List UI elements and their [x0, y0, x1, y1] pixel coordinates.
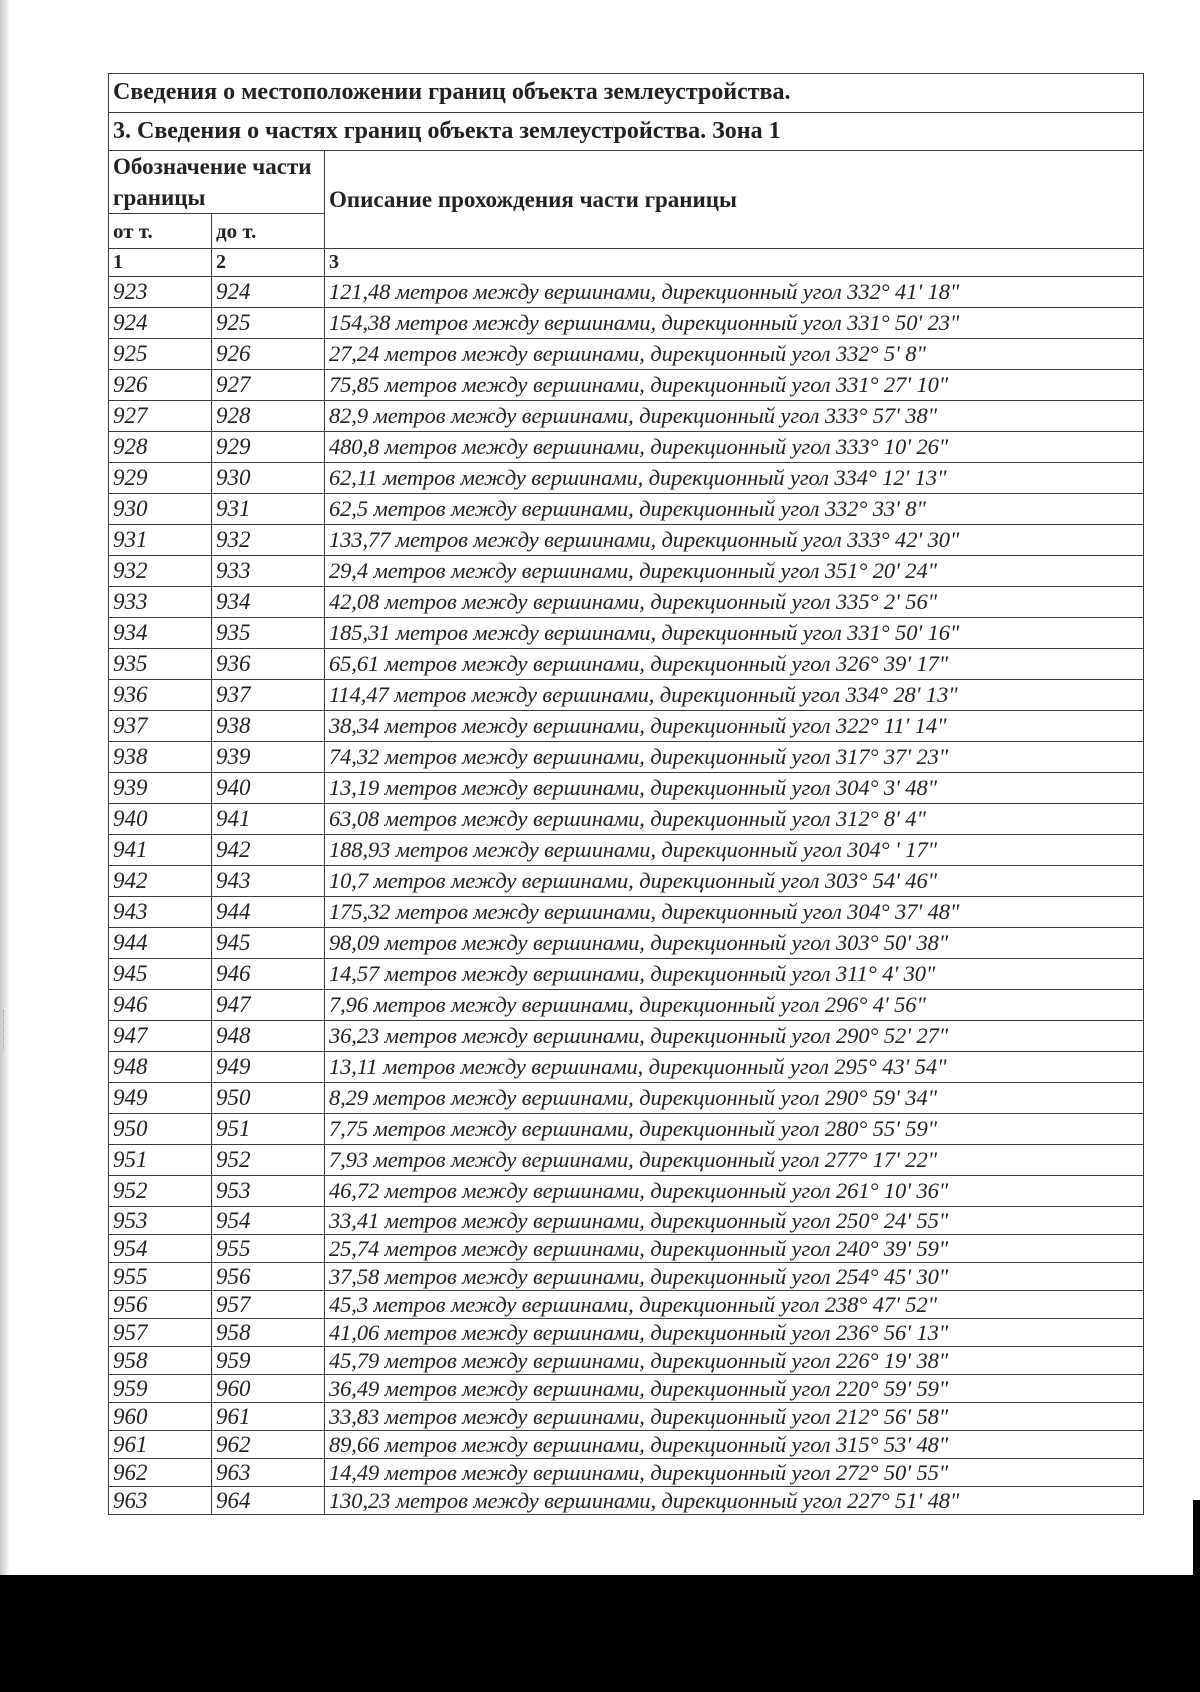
table-row: [109, 1176, 1144, 1207]
from-point-cell: 948: [109, 1052, 212, 1083]
from-point-cell: 941: [109, 835, 212, 866]
from-point-cell: 937: [109, 711, 212, 742]
scan-bottom-band: [0, 1575, 1200, 1692]
description-cell: 33,41 метров между вершинами, дирекционный угол 250° 24' 55": [325, 1207, 1144, 1235]
from-point-cell: 925: [109, 339, 212, 370]
from-point-cell: 926: [109, 370, 212, 401]
description-cell: 188,93 метров между вершинами, дирекционный угол 304° ' 17": [325, 835, 1144, 866]
from-point-cell: 955: [109, 1263, 212, 1291]
table-row: [109, 1403, 1144, 1431]
scan-left-shadow: [0, 0, 10, 1692]
from-point-cell: 959: [109, 1375, 212, 1403]
from-point-cell: 954: [109, 1235, 212, 1263]
from-point-cell: 945: [109, 959, 212, 990]
table-row: [109, 618, 1144, 649]
column-number-row: [109, 249, 1144, 277]
description-cell: 33,83 метров между вершинами, дирекционный угол 212° 56' 58": [325, 1403, 1144, 1431]
from-point-cell: 956: [109, 1291, 212, 1319]
description-cell: 7,96 метров между вершинами, дирекционный угол 296° 4' 56": [325, 990, 1144, 1021]
to-point-cell: 931: [212, 494, 325, 525]
table-row: [109, 308, 1144, 339]
from-point-cell: 935: [109, 649, 212, 680]
section-row: [109, 113, 1144, 151]
column-number-3: 3: [325, 249, 1144, 277]
to-point-cell: 962: [212, 1431, 325, 1459]
table-row: [109, 835, 1144, 866]
table-row: [109, 1207, 1144, 1235]
table-row: [109, 866, 1144, 897]
description-cell: 42,08 метров между вершинами, дирекционный угол 335° 2' 56": [325, 587, 1144, 618]
description-cell: 45,3 метров между вершинами, дирекционный угол 238° 47' 52": [325, 1291, 1144, 1319]
to-point-cell: 929: [212, 432, 325, 463]
from-point-cell: 958: [109, 1347, 212, 1375]
from-point-cell: 946: [109, 990, 212, 1021]
table-row: [109, 680, 1144, 711]
to-point-cell: 953: [212, 1176, 325, 1207]
description-cell: 27,24 метров между вершинами, дирекционный угол 332° 5' 8": [325, 339, 1144, 370]
table-row: [109, 928, 1144, 959]
to-point-cell: 947: [212, 990, 325, 1021]
to-point-cell: 961: [212, 1403, 325, 1431]
to-point-cell: 938: [212, 711, 325, 742]
to-point-cell: 958: [212, 1319, 325, 1347]
from-point-cell: 940: [109, 804, 212, 835]
description-cell: 62,11 метров между вершинами, дирекционный угол 334° 12' 13": [325, 463, 1144, 494]
table-row: [109, 556, 1144, 587]
description-cell: 45,79 метров между вершинами, дирекционный угол 226° 19' 38": [325, 1347, 1144, 1375]
to-header: до т.: [212, 214, 325, 249]
table-row: [109, 959, 1144, 990]
from-header: от т.: [109, 214, 212, 249]
description-cell: 25,74 метров между вершинами, дирекционный угол 240° 39' 59": [325, 1235, 1144, 1263]
description-cell: 65,61 метров между вершинами, дирекционный угол 326° 39' 17": [325, 649, 1144, 680]
from-point-cell: 947: [109, 1021, 212, 1052]
description-cell: 133,77 метров между вершинами, дирекционный угол 333° 42' 30": [325, 525, 1144, 556]
from-point-cell: 953: [109, 1207, 212, 1235]
table-row: [109, 1145, 1144, 1176]
from-point-cell: 933: [109, 587, 212, 618]
to-point-cell: 936: [212, 649, 325, 680]
table-row: [109, 1487, 1144, 1515]
from-point-cell: 961: [109, 1431, 212, 1459]
table-row: [109, 494, 1144, 525]
from-point-cell: 934: [109, 618, 212, 649]
scan-right-edge: [1193, 1500, 1200, 1580]
from-point-cell: 928: [109, 432, 212, 463]
description-cell: 154,38 метров между вершинами, дирекционный угол 331° 50' 23": [325, 308, 1144, 339]
from-point-cell: 927: [109, 401, 212, 432]
table-row: [109, 1319, 1144, 1347]
to-point-cell: 948: [212, 1021, 325, 1052]
table-row: [109, 1021, 1144, 1052]
description-cell: 82,9 метров между вершинами, дирекционный угол 333° 57' 38": [325, 401, 1144, 432]
from-point-cell: 939: [109, 773, 212, 804]
to-point-cell: 933: [212, 556, 325, 587]
from-point-cell: 930: [109, 494, 212, 525]
table-row: [109, 1291, 1144, 1319]
to-point-cell: 949: [212, 1052, 325, 1083]
table-row: [109, 649, 1144, 680]
to-point-cell: 946: [212, 959, 325, 990]
from-point-cell: 950: [109, 1114, 212, 1145]
table-row: [109, 1431, 1144, 1459]
to-point-cell: 945: [212, 928, 325, 959]
to-point-cell: 937: [212, 680, 325, 711]
to-point-cell: 951: [212, 1114, 325, 1145]
column-number-1: 1: [109, 249, 212, 277]
description-cell: 75,85 метров между вершинами, дирекционный угол 331° 27' 10": [325, 370, 1144, 401]
table-row: [109, 1083, 1144, 1114]
table-row: [109, 1235, 1144, 1263]
from-point-cell: 938: [109, 742, 212, 773]
description-cell: 480,8 метров между вершинами, дирекционный угол 333° 10' 26": [325, 432, 1144, 463]
boundary-table: [108, 73, 1144, 1515]
description-cell: 38,34 метров между вершинами, дирекционный угол 322° 11' 14": [325, 711, 1144, 742]
table-row: [109, 990, 1144, 1021]
description-cell: 7,93 метров между вершинами, дирекционный угол 277° 17' 22": [325, 1145, 1144, 1176]
table-row: [109, 1114, 1144, 1145]
column-number-2: 2: [212, 249, 325, 277]
section-title: 3. Сведения о частях границ объекта землеустройства. Зона 1: [109, 113, 1144, 151]
from-point-cell: 942: [109, 866, 212, 897]
to-point-cell: 932: [212, 525, 325, 556]
description-cell: 36,49 метров между вершинами, дирекционный угол 220° 59' 59": [325, 1375, 1144, 1403]
to-point-cell: 954: [212, 1207, 325, 1235]
table-row: [109, 897, 1144, 928]
scan-specks: [3, 1010, 7, 1050]
from-point-cell: 924: [109, 308, 212, 339]
table-row: [109, 401, 1144, 432]
title-row: [109, 74, 1144, 113]
table-row: [109, 1459, 1144, 1487]
description-cell: 46,72 метров между вершинами, дирекционный угол 261° 10' 36": [325, 1176, 1144, 1207]
table-row: [109, 432, 1144, 463]
description-cell: 37,58 метров между вершинами, дирекционный угол 254° 45' 30": [325, 1263, 1144, 1291]
to-point-cell: 940: [212, 773, 325, 804]
table-body: [109, 74, 1144, 1515]
table-row: [109, 277, 1144, 308]
description-cell: 13,19 метров между вершинами, дирекционный угол 304° 3' 48": [325, 773, 1144, 804]
table-row: [109, 1375, 1144, 1403]
description-cell: 41,06 метров между вершинами, дирекционный угол 236° 56' 13": [325, 1319, 1144, 1347]
from-point-cell: 923: [109, 277, 212, 308]
to-point-cell: 926: [212, 339, 325, 370]
description-cell: 13,11 метров между вершинами, дирекционный угол 295° 43' 54": [325, 1052, 1144, 1083]
description-cell: 62,5 метров между вершинами, дирекционный угол 332° 33' 8": [325, 494, 1144, 525]
table-row: [109, 463, 1144, 494]
from-point-cell: 929: [109, 463, 212, 494]
from-point-cell: 931: [109, 525, 212, 556]
designation-header: Обозначение части границы: [109, 151, 325, 214]
description-cell: 14,49 метров между вершинами, дирекционный угол 272° 50' 55": [325, 1459, 1144, 1487]
to-point-cell: 925: [212, 308, 325, 339]
description-cell: 8,29 метров между вершинами, дирекционный угол 290° 59' 34": [325, 1083, 1144, 1114]
from-point-cell: 957: [109, 1319, 212, 1347]
document-page: [108, 73, 1143, 1515]
to-point-cell: 964: [212, 1487, 325, 1515]
table-row: [109, 370, 1144, 401]
description-cell: 114,47 метров между вершинами, дирекционный угол 334° 28' 13": [325, 680, 1144, 711]
from-point-cell: 951: [109, 1145, 212, 1176]
from-point-cell: 963: [109, 1487, 212, 1515]
from-point-cell: 936: [109, 680, 212, 711]
to-point-cell: 957: [212, 1291, 325, 1319]
to-point-cell: 939: [212, 742, 325, 773]
from-point-cell: 944: [109, 928, 212, 959]
description-cell: 10,7 метров между вершинами, дирекционный угол 303° 54' 46": [325, 866, 1144, 897]
to-point-cell: 935: [212, 618, 325, 649]
table-row: [109, 1052, 1144, 1083]
to-point-cell: 955: [212, 1235, 325, 1263]
table-row: [109, 587, 1144, 618]
to-point-cell: 960: [212, 1375, 325, 1403]
description-cell: 89,66 метров между вершинами, дирекционный угол 315° 53' 48": [325, 1431, 1144, 1459]
table-row: [109, 804, 1144, 835]
from-point-cell: 952: [109, 1176, 212, 1207]
table-row: [109, 1347, 1144, 1375]
table-row: [109, 773, 1144, 804]
table-row: [109, 742, 1144, 773]
to-point-cell: 950: [212, 1083, 325, 1114]
to-point-cell: 944: [212, 897, 325, 928]
description-cell: 130,23 метров между вершинами, дирекционный угол 227° 51' 48": [325, 1487, 1144, 1515]
to-point-cell: 934: [212, 587, 325, 618]
to-point-cell: 927: [212, 370, 325, 401]
document-title: Сведения о местоположении границ объекта землеустройства.: [109, 74, 1144, 113]
from-point-cell: 949: [109, 1083, 212, 1114]
table-row: [109, 1263, 1144, 1291]
to-point-cell: 959: [212, 1347, 325, 1375]
description-cell: 185,31 метров между вершинами, дирекционный угол 331° 50' 16": [325, 618, 1144, 649]
description-cell: 29,4 метров между вершинами, дирекционный угол 351° 20' 24": [325, 556, 1144, 587]
from-point-cell: 960: [109, 1403, 212, 1431]
to-point-cell: 930: [212, 463, 325, 494]
from-point-cell: 943: [109, 897, 212, 928]
to-point-cell: 963: [212, 1459, 325, 1487]
from-point-cell: 962: [109, 1459, 212, 1487]
description-cell: 36,23 метров между вершинами, дирекционный угол 290° 52' 27": [325, 1021, 1144, 1052]
description-cell: 14,57 метров между вершинами, дирекционный угол 311° 4' 30": [325, 959, 1144, 990]
description-cell: 74,32 метров между вершинами, дирекционный угол 317° 37' 23": [325, 742, 1144, 773]
description-cell: 98,09 метров между вершинами, дирекционный угол 303° 50' 38": [325, 928, 1144, 959]
to-point-cell: 924: [212, 277, 325, 308]
table-row: [109, 525, 1144, 556]
column-header-row: [109, 151, 1144, 214]
to-point-cell: 956: [212, 1263, 325, 1291]
to-point-cell: 928: [212, 401, 325, 432]
table-row: [109, 339, 1144, 370]
table-row: [109, 711, 1144, 742]
from-point-cell: 932: [109, 556, 212, 587]
to-point-cell: 952: [212, 1145, 325, 1176]
to-point-cell: 941: [212, 804, 325, 835]
to-point-cell: 943: [212, 866, 325, 897]
description-cell: 63,08 метров между вершинами, дирекционный угол 312° 8' 4": [325, 804, 1144, 835]
description-cell: 175,32 метров между вершинами, дирекционный угол 304° 37' 48": [325, 897, 1144, 928]
to-point-cell: 942: [212, 835, 325, 866]
description-cell: 121,48 метров между вершинами, дирекционный угол 332° 41' 18": [325, 277, 1144, 308]
description-cell: 7,75 метров между вершинами, дирекционный угол 280° 55' 59": [325, 1114, 1144, 1145]
description-header: Описание прохождения части границы: [325, 151, 1144, 249]
